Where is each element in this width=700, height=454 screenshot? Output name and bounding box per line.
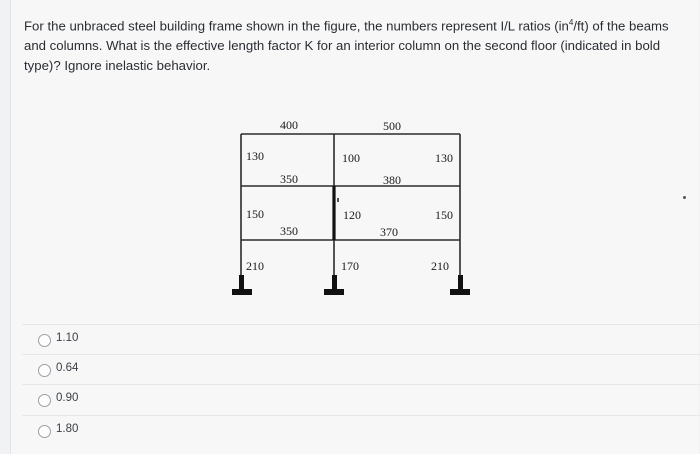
middle-support-base: [324, 289, 344, 295]
option-row[interactable]: [22, 354, 700, 385]
option-label: 1.80: [56, 423, 79, 435]
column-label: 120: [343, 208, 361, 222]
beam-label: 350: [280, 224, 298, 238]
beam-label: 370: [380, 225, 398, 239]
column-label: 150: [246, 207, 264, 221]
beam-label: 500: [383, 119, 401, 133]
option-label: 0.64: [56, 362, 79, 374]
radio-button[interactable]: [38, 334, 51, 347]
radio-button[interactable]: [38, 425, 51, 438]
option-label: 1.10: [56, 332, 79, 344]
option-row[interactable]: [22, 324, 700, 355]
option-row[interactable]: [22, 384, 700, 415]
option-label: 0.90: [56, 392, 79, 404]
column-label: 210: [431, 259, 449, 273]
right-support-base: [450, 289, 470, 295]
column-label: 100: [342, 151, 360, 165]
question-superscript: 4: [568, 18, 574, 27]
radio-button[interactable]: [38, 364, 51, 377]
radio-button[interactable]: [38, 394, 51, 407]
stray-dot: [683, 196, 686, 199]
column-label: 150: [435, 208, 453, 222]
stray-mark: [337, 198, 339, 202]
column-label: 210: [246, 259, 264, 273]
question-text: [24, 13, 686, 76]
left-support-base: [232, 289, 252, 295]
frame-figure: [228, 115, 478, 305]
beam-label: 350: [280, 172, 298, 186]
beam-label: 400: [280, 118, 298, 132]
column-label: 130: [246, 149, 264, 163]
option-row[interactable]: [22, 415, 700, 446]
question-part2: /ft) of the beams and columns. What is the effective length factor K for an interior column on the second floor (indicated in bold type)? Ignore inelastic behavior.: [24, 18, 669, 74]
column-label: 130: [435, 151, 453, 165]
beam-label: 380: [383, 173, 401, 187]
question-part1: For the unbraced steel building frame shown in the figure, the numbers represent I/L ratios (in: [24, 18, 569, 34]
column-label: 170: [341, 259, 359, 273]
